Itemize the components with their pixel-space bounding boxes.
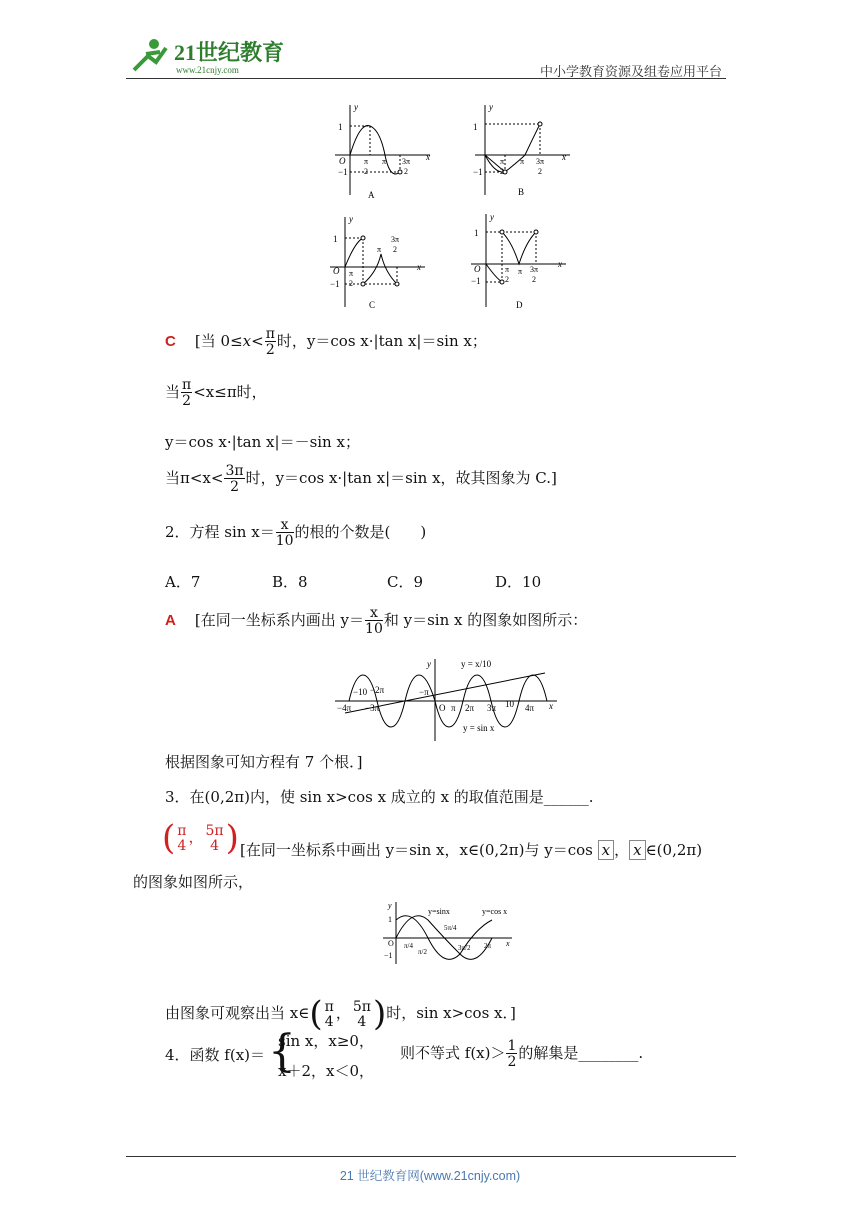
svg-text:3π: 3π [402,157,411,166]
svg-text:−1: −1 [384,951,393,960]
q1-answer: C [165,333,176,350]
svg-text:−1: −1 [471,276,481,286]
svg-text:1: 1 [474,228,479,238]
svg-text:−2π: −2π [370,685,385,695]
q1-l4-b: 时，y＝cos x·|tan x|＝sin x，故其图象为 C.] [245,469,557,487]
svg-text:π: π [518,267,523,276]
q1-solution-line-3: y＝cos x·|tan x|＝－sin x； [165,433,360,451]
q3-sol-b: ∈(0,2π) [645,841,703,859]
svg-text:y=cos x: y=cos x [482,907,508,916]
svg-text:x: x [558,259,562,269]
svg-text:−1: −1 [330,279,340,289]
svg-text:π: π [500,157,505,166]
q2-option-b: B．8 [272,573,308,591]
q1-l2-frac: $\frac{\pi}{2}$ [182,377,192,409]
logo-text: 21世纪教育 [174,40,285,65]
svg-text:y = sin x: y = sin x [463,723,495,733]
svg-text:y: y [490,212,494,222]
svg-text:3π: 3π [530,265,539,274]
q4-case-2: x＋2，x＜0， [278,1062,375,1080]
svg-text:10: 10 [505,699,514,709]
svg-text:y: y [388,901,392,910]
svg-text:π: π [377,245,382,254]
logo [126,34,286,78]
graph-b [470,100,580,200]
q4-stem-c: 的解集是________. [518,1044,644,1062]
q3-stem: 3．在(0,2π)内，使 sin x>cos x 成立的 x 的取值范围是______. [165,788,594,806]
svg-text:3π: 3π [536,157,545,166]
svg-text:2: 2 [349,279,353,288]
svg-text:x: x [549,701,553,711]
svg-text:4π: 4π [525,703,535,713]
q1-l1-frac: $\frac{\pi}{2}$ [265,326,275,358]
q1-l2-b: <x≤π时， [193,383,267,401]
q1-solution-line-2 [165,378,267,408]
svg-text:y=sinx: y=sinx [428,907,450,916]
q4-stem-a: 4．函数 f(x)＝ [165,1046,266,1064]
svg-text:π: π [505,265,510,274]
logo-url: www.21cnjy.com [176,65,239,75]
svg-text:O: O [474,264,481,274]
svg-text:y: y [354,102,358,112]
svg-text:2: 2 [364,167,368,176]
svg-text:O: O [439,703,446,713]
q2-stem-b: 的根的个数是( ) [294,523,427,541]
q1-l4-a: 当π<x< [165,469,224,487]
graph-a [330,100,440,200]
svg-text:1: 1 [388,915,392,924]
svg-text:O: O [388,939,394,948]
svg-text:x: x [417,262,421,272]
svg-text:2π: 2π [484,942,492,950]
graph-label-d: D [516,300,523,310]
svg-text:π: π [520,157,525,166]
svg-text:y: y [489,102,493,112]
q4-stem-b: 则不等式 f(x)＞ [400,1044,506,1062]
q2-option-c: C．9 [387,573,424,591]
svg-text:x: x [562,152,566,162]
q3-concl-b: 时，sin x>cos x．] [386,1004,516,1022]
svg-text:−10: −10 [353,687,368,697]
svg-text:2: 2 [393,245,397,254]
svg-text:−1: −1 [473,167,483,177]
svg-text:2: 2 [505,275,509,284]
svg-text:O: O [339,156,346,166]
svg-text:x: x [506,939,510,948]
q2-sol-b: 和 y＝sin x 的图象如图所示： [383,611,588,629]
svg-text:y: y [427,659,431,669]
header-title: 中小学教育资源及组卷应用平台 [539,65,722,80]
q2-figure [335,655,560,743]
q1-l4-frac: $\frac{3\pi}{2}$ [225,463,244,495]
svg-text:1: 1 [473,122,478,132]
q3-figure [378,898,518,968]
svg-text:y = x/10: y = x/10 [461,659,492,669]
q3-answer: ( π 4 ， 5π 4 ) [162,818,239,858]
q1-l1-c: 时， [276,332,307,350]
header-divider [126,78,726,79]
q1-l2-a: 当 [165,383,181,401]
svg-text:2: 2 [404,167,408,176]
q3-conclusion: 由图象可观察出当 x∈( π 4 ， 5π 4 )时，sin x>cos x．] [165,994,516,1034]
q4-brace: { [268,1026,296,1077]
svg-text:O: O [333,266,340,276]
svg-text:5π/4: 5π/4 [444,924,457,932]
svg-text:−1: −1 [338,167,348,177]
q2-conclusion: 根据图象可知方程有 7 个根．] [165,753,363,771]
svg-text:3π: 3π [391,235,400,244]
svg-text:π: π [382,157,387,166]
graph-label-a: A [368,190,375,200]
graph-d [466,212,576,312]
q3-sol-box-2: x [629,840,645,860]
svg-text:−3π: −3π [365,703,380,713]
q1-l1-b: < [251,332,264,350]
q1-l1-a: [当 0≤ [194,332,243,350]
svg-text:1: 1 [338,122,343,132]
svg-text:3π: 3π [487,703,497,713]
q2-sol-frac: $\frac{x}{10}$ [365,605,383,637]
svg-text:−4π: −4π [337,703,352,713]
logo-icon [126,34,286,78]
q3-sol-a: [在同一坐标系中画出 y＝sin x，x∈(0,2π)与 y＝cos [240,841,593,859]
q1-solution-line-4 [165,464,557,494]
q3-concl-a: 由图象可观察出当 x∈ [165,1004,310,1022]
svg-text:y: y [349,214,353,224]
svg-text:x: x [426,152,430,162]
svg-text:2π: 2π [465,703,475,713]
svg-text:1: 1 [333,234,338,244]
q2-stem-a: 2．方程 sin x＝ [165,523,275,541]
q3-solution-2: 的图象如图所示， [133,873,254,891]
q2-option-a: A．7 [165,573,201,591]
q4-case-1: sin x，x≥0， [278,1032,374,1050]
q2-stem-frac: $\frac{x}{10}$ [275,517,294,549]
svg-text:π/4: π/4 [404,942,413,950]
graph-label-c: C [369,300,376,310]
svg-text:π: π [451,703,456,713]
q2-solution [165,606,587,636]
footer-divider [126,1156,736,1157]
svg-text:π: π [364,157,369,166]
svg-text:2: 2 [500,167,504,176]
svg-text:π: π [349,269,354,278]
svg-text:2: 2 [532,275,536,284]
svg-text:−π: −π [419,687,429,697]
q1-l1-d: y＝cos x·|tan x|＝sin x； [306,332,487,350]
q1-solution-line-1: C [当 0≤x< $\frac{\pi}{2}$ 时，y＝cos x·|tan x|＝sin x； [165,326,487,358]
graph-label-b: B [518,187,525,197]
q3-solution: [在同一坐标系中画出 y＝sin x，x∈(0,2π)与 y＝cos x ， x ∈(0,2π) [240,841,703,859]
graph-c [325,212,435,312]
q2-sol-a: [在同一坐标系内画出 y＝ [194,611,365,629]
q2-stem [165,518,426,548]
svg-text:2: 2 [538,167,542,176]
q2-option-d: D．10 [495,573,542,591]
q4-stem-rest [400,1039,643,1069]
svg-text:3π/2: 3π/2 [458,944,471,952]
q3-sol-box-1: x [598,840,614,860]
footer-text: 21 世纪教育网(www.21cnjy.com) [339,1169,521,1183]
svg-text:π/2: π/2 [418,948,427,956]
q2-answer: A [165,612,176,629]
q4-frac: $\frac{1}{2}$ [507,1038,517,1070]
